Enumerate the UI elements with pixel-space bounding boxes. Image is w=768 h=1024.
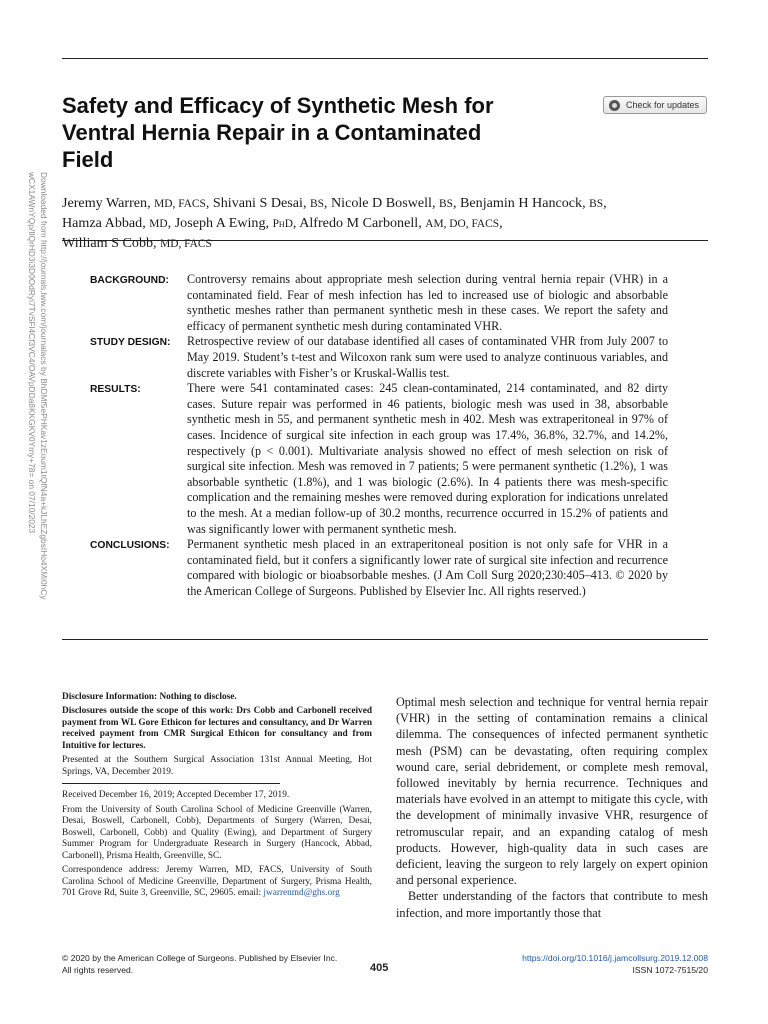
footnote-divider <box>62 783 280 784</box>
abstract-bottom-rule <box>62 639 708 640</box>
correspondence-note: Correspondence address: Jeremy Warren, MD, FACS, University of South Carolina School of Medicine Greenville, Department of Surgery, Prisma Health, 701 Grove Rd, Suite 3, Greenville, SC, 29605. email: jwarrenmd@ghs.org <box>62 865 372 899</box>
download-watermark-line-1: Downloaded from http://journals.lww.com/journalacs by BhDMf5ePHKav1zEoum1tQfN4a+kJLhEZgbsIHo4XMi0hCy <box>39 172 49 600</box>
abstract-text: Retrospective review of our database identified all cases of contaminated VHR from July 2007 to May 2019. Student’s t-test and Wilcoxon rank sum were used to analyze continuous variables, and discrete variables with Fisher’s or Kruskal-Wallis test. <box>187 334 668 380</box>
author-name: Benjamin H Hancock <box>460 195 583 211</box>
abstract-section-background <box>90 272 708 334</box>
footer-rights-line: All rights reserved. <box>62 965 134 975</box>
article-title: Safety and Efficacy of Synthetic Mesh for Ventral Hernia Repair in a Contaminated Field <box>62 93 494 172</box>
author-name: Alfredo M Carbonell <box>299 215 419 231</box>
author-name: Jeremy Warren <box>62 195 148 211</box>
abstract <box>90 272 708 599</box>
crossmark-icon <box>609 100 620 111</box>
author-name: Shivani S Desai <box>212 195 303 211</box>
author-name: Joseph A Ewing <box>174 215 266 231</box>
author-name: William S Cobb <box>62 235 154 251</box>
abstract-text: Permanent synthetic mesh placed in an extraperitoneal position is not only safe for VHR in a contaminated field, but it confers a significantly lower rate of surgical site infection and recurrence compared with biologic or bioabsorbable meshes. (J Am Coll Surg 2020;230:405–413. © 2020 by the American College of Surgeons. Published by Elsevier Inc. All rights reserved.) <box>187 537 668 598</box>
abstract-text: There were 541 contaminated cases: 245 clean-contaminated, 214 contaminated, and 82 dirty cases. Suture repair was performed in 46 patients, biologic mesh was used in 38, absorbable synthetic mesh in 55, and permanent synthetic mesh in 402. Mesh was extraperitoneal in 97% of cases. Incidence of surgical site infection in each group was 17.4%, 36.8%, 32.7%, and 14.2%, respectively (p < 0.001). Multivariate analysis showed no effect of mesh selection on risk of surgical site infection. Mesh was removed in 7 patients; 5 were permanent synthetic (1.2%), 1 was absorbable synthetic (1.8%), and 1 was biologic (2.6%). In 4 patients there was mesh-specific complication and the remaining meshes were removed during exploration for indications unrelated to the mesh. At a median follow-up of 30.2 months, recurrence occurred in 15.2% of patients and was significantly lower with permanent synthetic mesh. <box>187 381 668 536</box>
author-degree: MD <box>149 218 168 230</box>
author-degree: BS <box>589 198 604 210</box>
top-rule <box>62 58 708 59</box>
check-for-updates-label: Check for updates <box>626 100 700 110</box>
author-degree: MD, FACS <box>154 198 206 210</box>
abstract-label: RESULTS: <box>90 384 141 396</box>
body-paragraph: Better understanding of the factors that contribute to mesh infection, and more importantly those that <box>396 889 708 920</box>
body-column <box>396 694 708 921</box>
download-watermark-line-2: wCX1AWnYQp/IlQrHD3i3D0OdRyi7TvSFl4Cf3VC4/OAVpDDa8KKGKV0Ymy+78= on 07/10/2023 <box>27 172 37 534</box>
download-watermark <box>22 172 50 602</box>
author-degree: BS <box>309 198 324 210</box>
abstract-text: Controversy remains about appropriate mesh selection during ventral hernia repair (VHR) in a contaminated field. Fear of mesh infection has led to increased use of biologic and absorbable synthetic meshes rather than permanent synthetic mesh in these cases. We report the safety and efficacy of permanent synthetic mesh during contaminated VHR. <box>187 272 668 333</box>
received-note: Received December 16, 2019; Accepted December 17, 2019. <box>62 790 290 801</box>
author-degree: BS <box>439 198 453 210</box>
issn: ISSN 1072-7515/20 <box>632 965 708 975</box>
page-footer <box>62 952 708 982</box>
abstract-section-study-design <box>90 334 708 381</box>
page-number: 405 <box>370 962 389 974</box>
email-link[interactable]: jwarrenmd@ghs.org <box>263 888 340 899</box>
abstract-label: CONCLUSIONS: <box>90 540 170 552</box>
footnotes <box>62 692 372 902</box>
author-degree: AM, DO, FACS <box>425 218 500 230</box>
abstract-section-conclusions <box>90 537 708 599</box>
footer-copyright-line: © 2020 by the American College of Surgeons. Published by Elsevier Inc. <box>62 953 338 963</box>
body-paragraph: Optimal mesh selection and technique for ventral hernia repair (VHR) in the setting of contamination remains a clinical dilemma. The consequences of infected permanent synthetic mesh (PSM) can be devastating, often requiring complex wound care, serial debridement, or complete mesh removal, followed inevitably by hernia recurrence. Techniques and materials have evolved in an attempt to mitigate this cycle, with the development of minimally invasive VHR, resurgence of retromuscular repair, and an expanding catalog of mesh products. However, high-quality data in such cases are deficient, leaving the surgeon to rely largely on expert opinion and personal experience. <box>396 695 708 888</box>
author-name: Nicole D Boswell <box>330 195 432 211</box>
author-degree: MD, FACS <box>160 238 212 250</box>
abstract-section-results <box>90 381 708 537</box>
doi-link[interactable]: https://doi.org/10.1016/j.jamcollsurg.2019.12.008 <box>522 953 708 963</box>
presented-note: Presented at the Southern Surgical Association 131st Annual Meeting, Hot Springs, VA, December 2019. <box>62 755 372 777</box>
outside-scope-note: Disclosures outside the scope of this work: Drs Cobb and Carbonell received payment from WL Gore Ethicon for lectures and consultancy, and Dr Warren received payment from CMR Surgical Ethicon for consultancy and from Intuitive for lectures. <box>62 706 372 751</box>
abstract-top-rule <box>62 240 708 241</box>
author-list: Jeremy Warren, MD, FACS, Shivani S Desai, BS, Nicole D Boswell, BS, Benjamin H Hancock, BS, Hamza Abbad, MD, Joseph A Ewing, PhD, Alfredo M Carbonell, AM, DO, FACS, William S Cobb, MD, FACS <box>62 195 607 251</box>
author-degree: PhD <box>272 218 293 230</box>
affiliation-note: From the University of South Carolina School of Medicine Greenville (Warren, Desai, Boswell, Carbonell, Cobb), Departments of Surgery (Warren, Desai, Boswell, Carbonell, Cobb) and Quality (Ewing), and Department of Surgery Summer Program for Undergraduate Research in Surgery (Hancock, Abbad, Carbonell), Prisma Health, Greenville, SC. <box>62 804 372 861</box>
disclosure-note: Disclosure Information: Nothing to disclose. <box>62 692 237 702</box>
footer-copyright <box>62 952 362 976</box>
author-name: Hamza Abbad <box>62 215 143 231</box>
abstract-label: STUDY DESIGN: <box>90 337 171 349</box>
footer-identifiers <box>522 952 708 976</box>
abstract-label: BACKGROUND: <box>90 275 169 286</box>
check-for-updates-button[interactable] <box>603 96 707 114</box>
